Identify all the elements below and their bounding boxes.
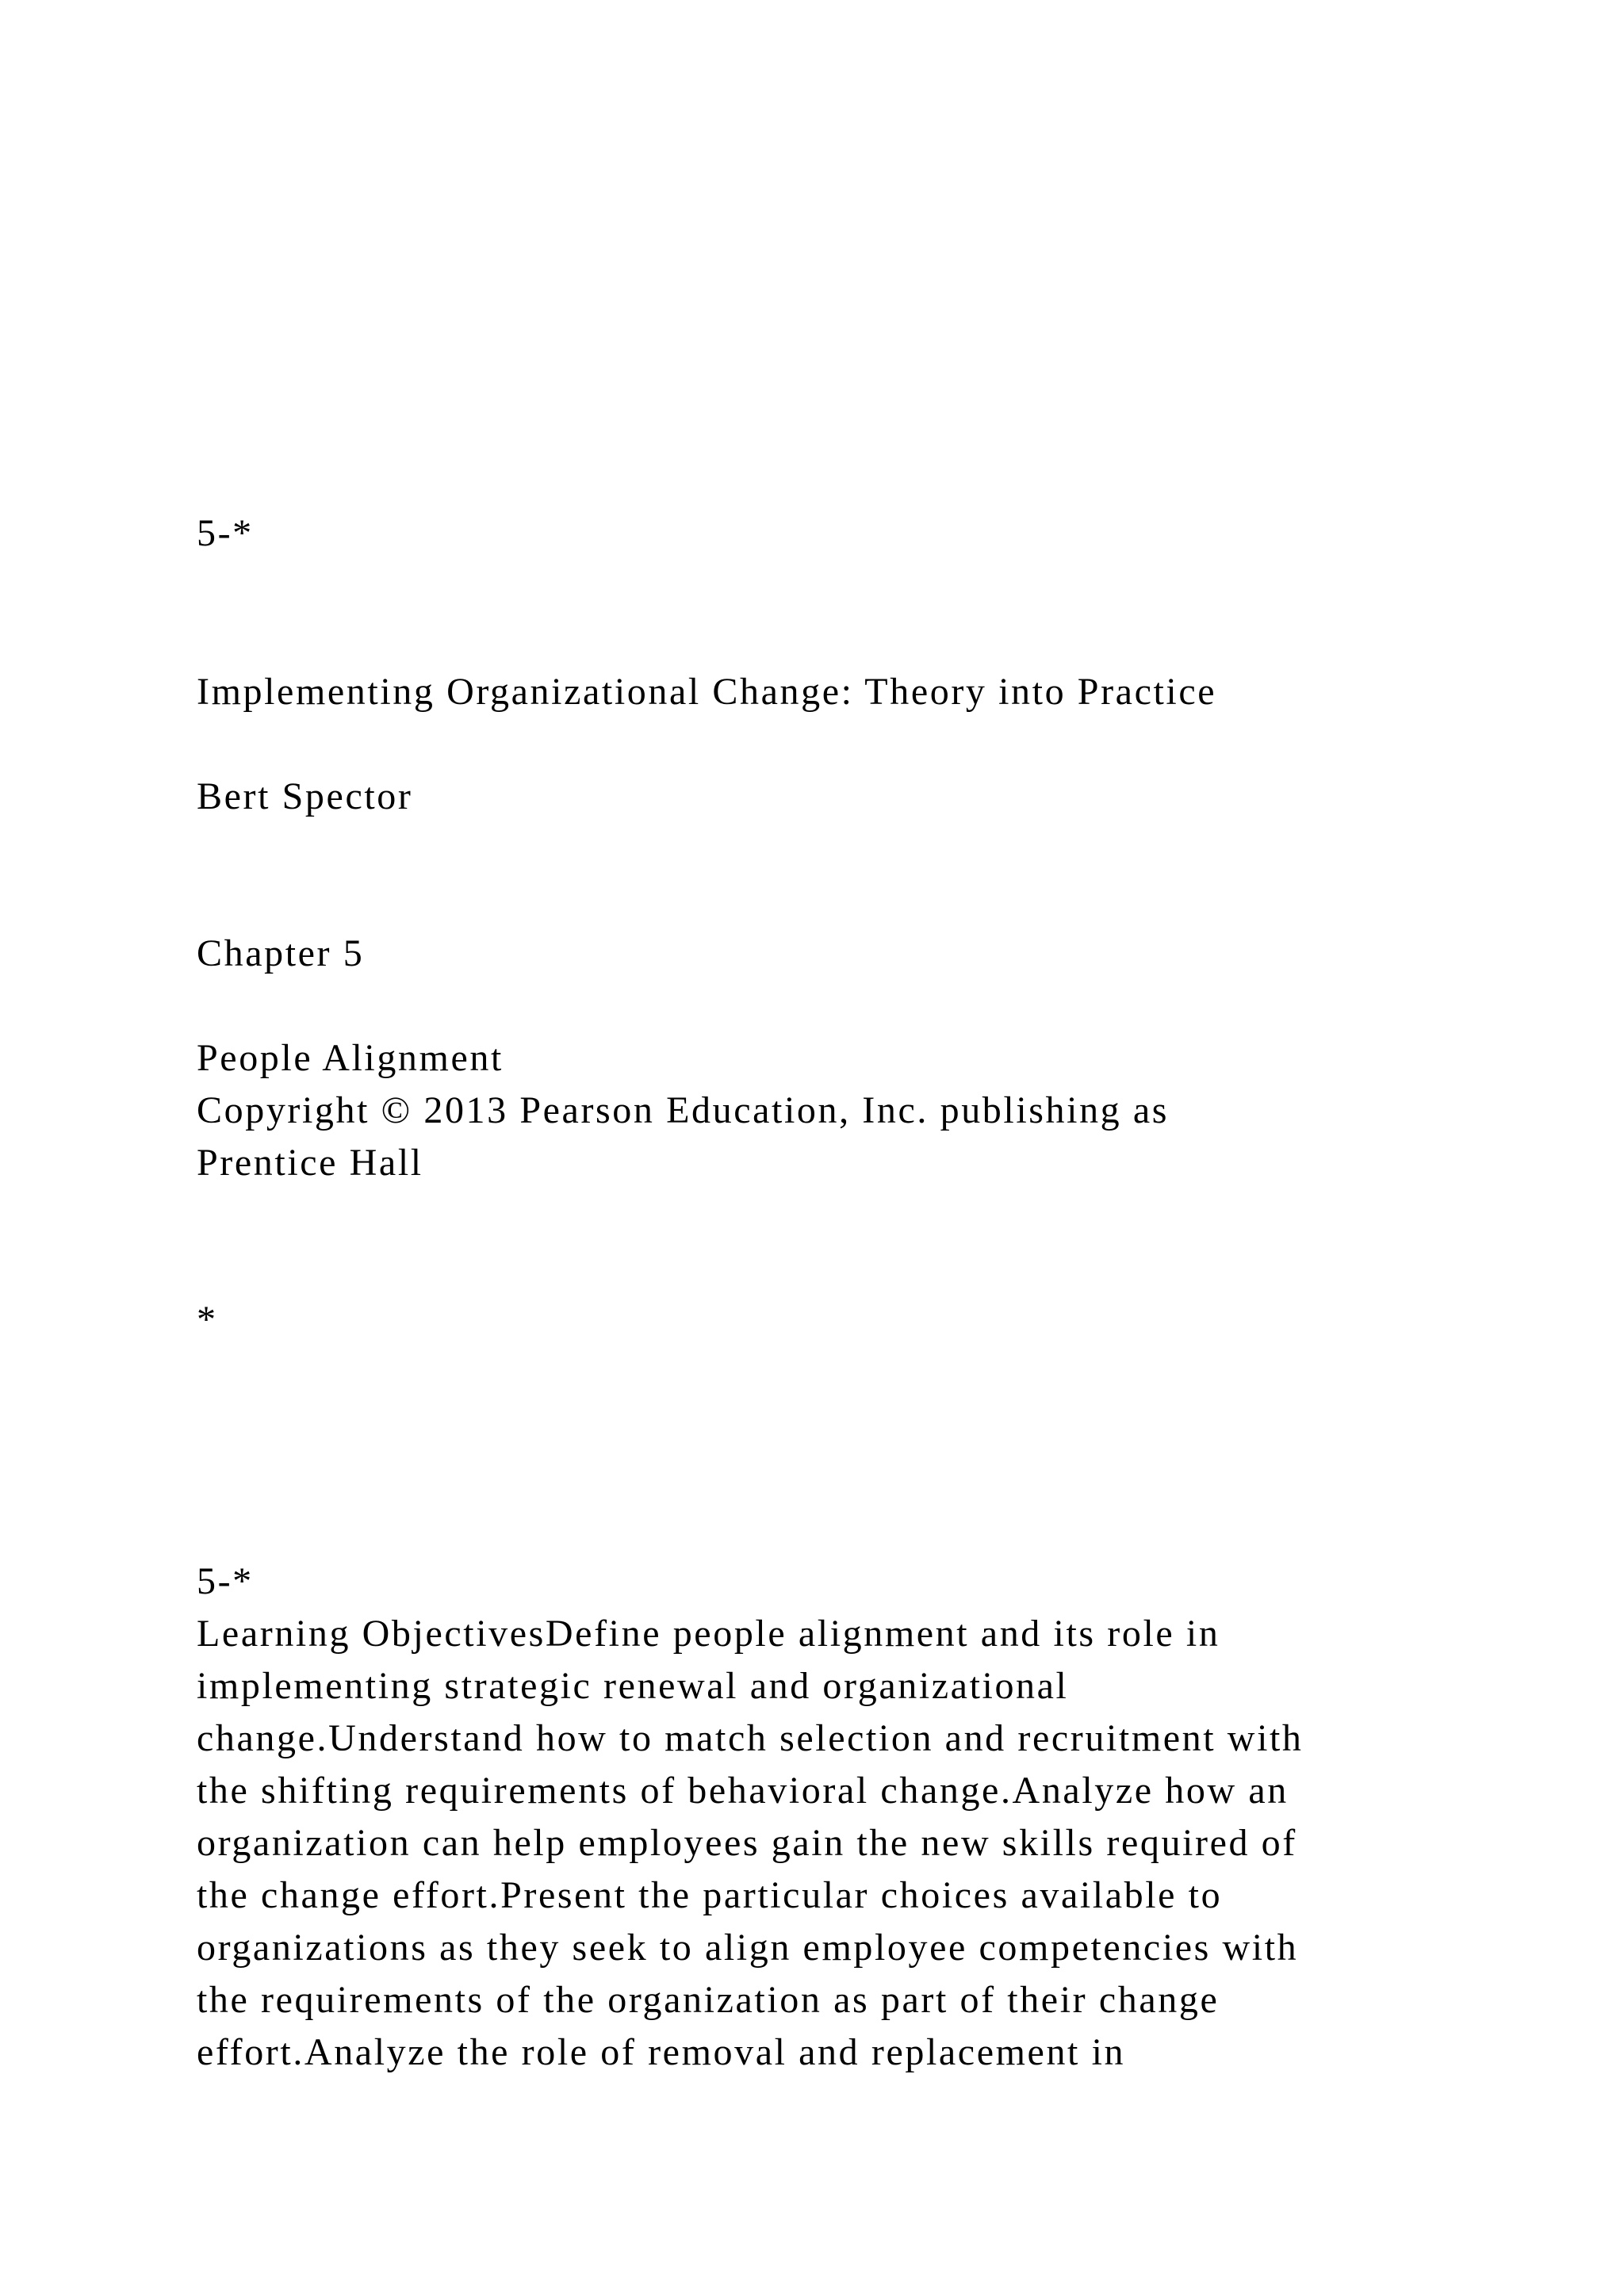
slide-number: 5-* (197, 512, 254, 554)
slide-number: 5-* (197, 1560, 254, 1602)
objectives-line: the shifting requirements of behavioral change.Analyze how an (197, 1770, 1289, 1812)
objectives-line: effort.Analyze the role of removal and replacement in (197, 2031, 1126, 2073)
book-title: Implementing Organizational Change: Theory into Practice (197, 671, 1217, 713)
objectives-line: organizations as they seek to align employee competencies with (197, 1927, 1299, 1969)
objectives-line: organization can help employees gain the new skills required of (197, 1822, 1297, 1864)
copyright-line-2: Prentice Hall (197, 1142, 423, 1184)
copyright-line-1: Copyright © 2013 Pearson Education, Inc. publishing as (197, 1089, 1170, 1131)
author-name: Bert Spector (197, 775, 413, 817)
chapter-title: People Alignment (197, 1037, 504, 1079)
objectives-line: Learning ObjectivesDefine people alignment and its role in (197, 1613, 1220, 1655)
note-marker: * (197, 1299, 218, 1341)
chapter-number: Chapter 5 (197, 932, 365, 974)
objectives-line: change.Understand how to match selection and recruitment with (197, 1717, 1304, 1759)
objectives-line: the requirements of the organization as part of their change (197, 1979, 1220, 2021)
objectives-line: implementing strategic renewal and organizational (197, 1665, 1069, 1707)
objectives-line: the change effort.Present the particular choices available to (197, 1874, 1223, 1916)
